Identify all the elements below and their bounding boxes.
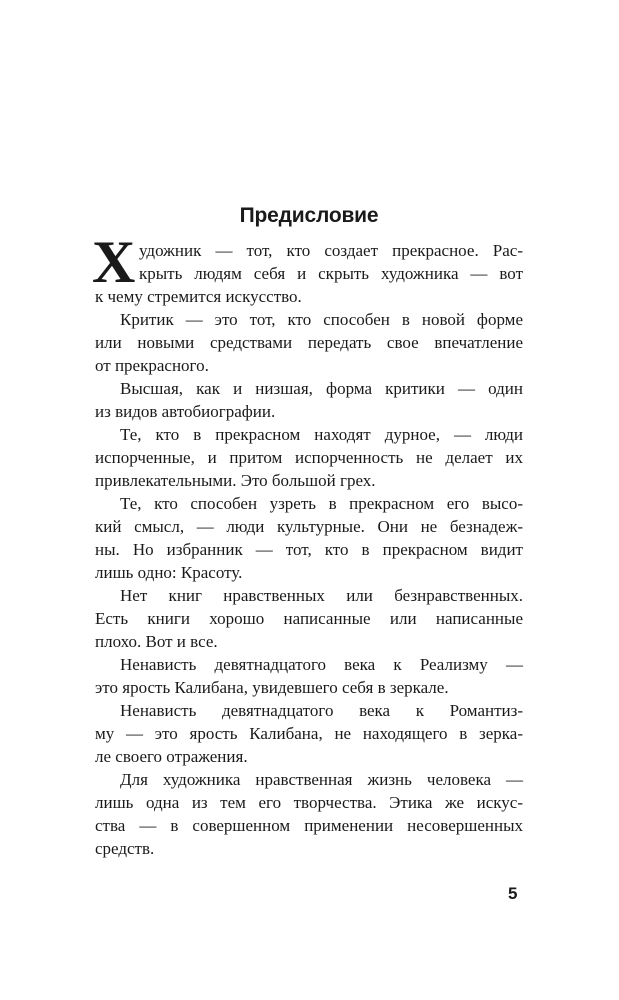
page-number: 5 bbox=[508, 884, 518, 903]
paragraph-line: Для художника нравственная жизнь человека — bbox=[120, 770, 523, 789]
body-text bbox=[92, 229, 523, 860]
paragraph-line: Те, кто способен узреть в прекрасном его высо- bbox=[120, 494, 523, 513]
paragraph-line: лишь одна из тем его творчества. Этика же искус- bbox=[95, 793, 523, 812]
paragraph-line: плохо. Вот и все. bbox=[95, 632, 218, 651]
paragraph-line: Есть книги хорошо написанные или написанные bbox=[95, 609, 523, 628]
paragraph-line: привлекательными. Это большой грех. bbox=[95, 471, 376, 490]
paragraph-line: лишь одно: Красоту. bbox=[95, 563, 243, 582]
paragraph bbox=[95, 492, 523, 584]
paragraph-line: Высшая, как и низшая, форма критики — один bbox=[120, 379, 523, 398]
paragraph-line: ства — в совершенном применении несовершенных bbox=[95, 816, 523, 835]
paragraph bbox=[95, 699, 523, 768]
drop-cap: Х bbox=[92, 229, 136, 295]
paragraph bbox=[95, 423, 523, 492]
paragraph-line: Ненависть девятнадцатого века к Реализму — bbox=[120, 655, 523, 674]
paragraph bbox=[95, 768, 523, 860]
page-content bbox=[92, 203, 523, 860]
paragraph-line: удожник — тот, кто создает прекрасное. Рас- bbox=[139, 241, 523, 260]
paragraph-line: или новыми средствами передать свое впечатление bbox=[95, 333, 523, 352]
paragraph-line: из видов автобиографии. bbox=[95, 402, 276, 421]
paragraph-line: Нет книг нравственных или безнравственных. bbox=[120, 586, 523, 605]
paragraph-line: средств. bbox=[95, 839, 155, 858]
paragraph-line: от прекрасного. bbox=[95, 356, 209, 375]
paragraph-line: ле своего отражения. bbox=[95, 747, 248, 766]
paragraph-line: ны. Но избранник — тот, кто в прекрасном видит bbox=[95, 540, 523, 559]
paragraph-line: крыть людям себя и скрыть художника — вот bbox=[139, 264, 523, 283]
paragraph-line: испорченные, и притом испорченность не делает их bbox=[95, 448, 523, 467]
paragraph-line: Критик — это тот, кто способен в новой форме bbox=[120, 310, 523, 329]
paragraph bbox=[95, 308, 523, 377]
page-title: Предисловие bbox=[239, 204, 379, 227]
paragraph bbox=[95, 377, 523, 423]
paragraph-line: кий смысл, — люди культурные. Они не безнадеж- bbox=[95, 517, 523, 536]
paragraph-line: му — это ярость Калибана, не находящего в зерка- bbox=[95, 724, 523, 743]
paragraph-line: Ненависть девятнадцатого века к Романтиз- bbox=[120, 701, 523, 720]
paragraph-line: к чему стремится искусство. bbox=[95, 287, 302, 306]
paragraph bbox=[92, 229, 523, 308]
paragraph-line: это ярость Калибана, увидевшего себя в зеркале. bbox=[95, 678, 449, 697]
paragraph-line: Те, кто в прекрасном находят дурное, — люди bbox=[120, 425, 523, 444]
paragraph bbox=[95, 653, 523, 699]
paragraph bbox=[95, 584, 523, 653]
